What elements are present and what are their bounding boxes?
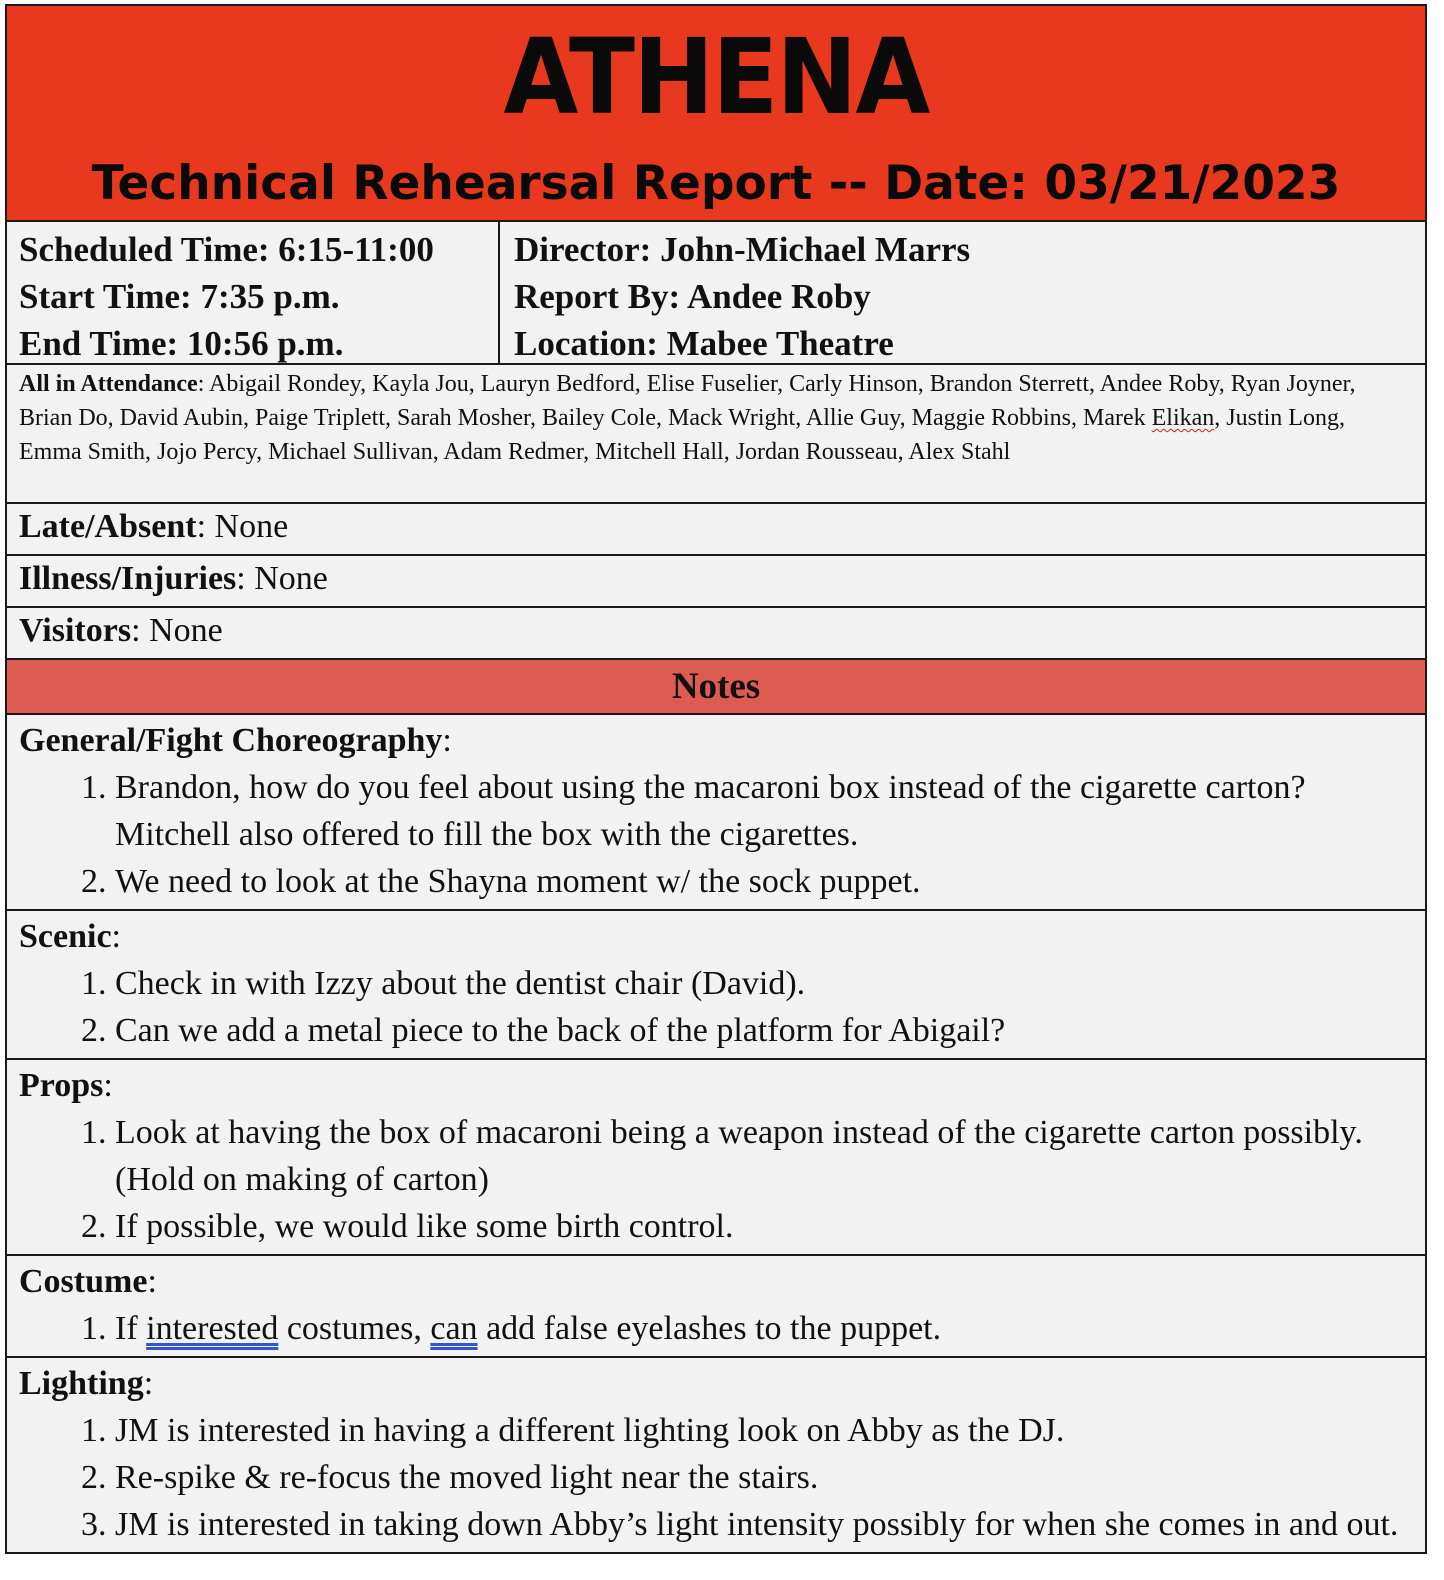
note-list (19, 1305, 1413, 1352)
times-column (7, 222, 500, 363)
illness-label: Illness/Injuries (19, 560, 237, 597)
note-item: 3. JM is interested in taking down Abby’s light intensity possibly for when she comes in and out. (115, 1501, 1413, 1548)
note-item: 1. If interested costumes, can add false eyelashes to the puppet. (115, 1305, 1413, 1352)
notes-header: Notes (7, 660, 1425, 715)
note-list (19, 960, 1413, 1054)
visitors-label: Visitors (19, 612, 132, 649)
attendance-names-b: , Justin Long, Emma Smith, Jojo Percy, Michael Sullivan, Adam Redmer, Mitchell Hall, Jordan Rousseau, Alex Stahl (19, 405, 1345, 465)
attendance-names-a: : Abigail Rondey, Kayla Jou, Lauryn Bedford, Elise Fuselier, Carly Hinson, Brandon Sterrett, Andee Roby, Ryan Joyner, Brian Do, David Aubin, Paige Triplett, Sarah Mosher, Bailey Cole, Mack Wright, Allie Guy, Maggie Robbins, Marek (19, 371, 1356, 431)
rehearsal-report (5, 4, 1427, 1554)
attendance-row (7, 365, 1425, 504)
late-label: Late/Absent (19, 508, 197, 545)
note-item: 1. Brandon, how do you feel about using the macaroni box instead of the cigarette carton? Mitchell also offered to fill the box with the cigarettes. (115, 764, 1413, 858)
section-general (7, 715, 1425, 911)
visitors-row (7, 608, 1425, 660)
visitors-value: : None (131, 612, 223, 649)
illness-value: : None (236, 560, 328, 597)
show-title: ATHENA (503, 16, 929, 138)
start-time: Start Time: 7:35 p.m. (19, 277, 340, 316)
grammar-flagged-word: can (430, 1310, 478, 1347)
info-grid (7, 222, 1425, 365)
scheduled-time: Scheduled Time: 6:15-11:00 (19, 230, 434, 269)
note-item: 1. JM is interested in having a different lighting look on Abby as the DJ. (115, 1407, 1413, 1454)
section-lighting (7, 1358, 1425, 1552)
attendance-label: All in Attendance (19, 371, 198, 397)
note-list (19, 764, 1413, 905)
section-title: Scenic: (19, 918, 121, 955)
note-item: 2. If possible, we would like some birth control. (115, 1203, 1413, 1250)
section-title: Props: (19, 1067, 113, 1104)
report-banner (7, 6, 1425, 222)
report-subtitle: Technical Rehearsal Report -- Date: 03/21/2023 (91, 156, 1341, 211)
section-costume (7, 1256, 1425, 1358)
section-title: Lighting: (19, 1365, 154, 1402)
note-list (19, 1109, 1413, 1250)
late-absent-row (7, 504, 1425, 556)
grammar-flagged-word: interested (146, 1310, 279, 1347)
section-props (7, 1060, 1425, 1256)
report-by: Report By: Andee Roby (514, 277, 871, 316)
note-item: 1. Look at having the box of macaroni being a weapon instead of the cigarette carton possibly. (Hold on making of carton) (115, 1109, 1413, 1203)
note-list (19, 1407, 1413, 1548)
section-title: General/Fight Choreography: (19, 722, 452, 759)
section-scenic (7, 911, 1425, 1060)
illness-row (7, 556, 1425, 608)
note-item: 1. Check in with Izzy about the dentist chair (David). (115, 960, 1413, 1007)
spellcheck-flagged-word: Elikan (1151, 405, 1215, 431)
note-item: 2. We need to look at the Shayna moment w/ the sock puppet. (115, 858, 1413, 905)
director: Director: John-Michael Marrs (514, 230, 971, 269)
location: Location: Mabee Theatre (514, 324, 894, 363)
end-time: End Time: 10:56 p.m. (19, 324, 344, 363)
late-value: : None (196, 508, 289, 545)
section-title: Costume: (19, 1263, 157, 1300)
people-column (500, 222, 1425, 363)
note-item: 2. Re-spike & re-focus the moved light near the stairs. (115, 1454, 1413, 1501)
note-item: 2. Can we add a metal piece to the back of the platform for Abigail? (115, 1007, 1413, 1054)
